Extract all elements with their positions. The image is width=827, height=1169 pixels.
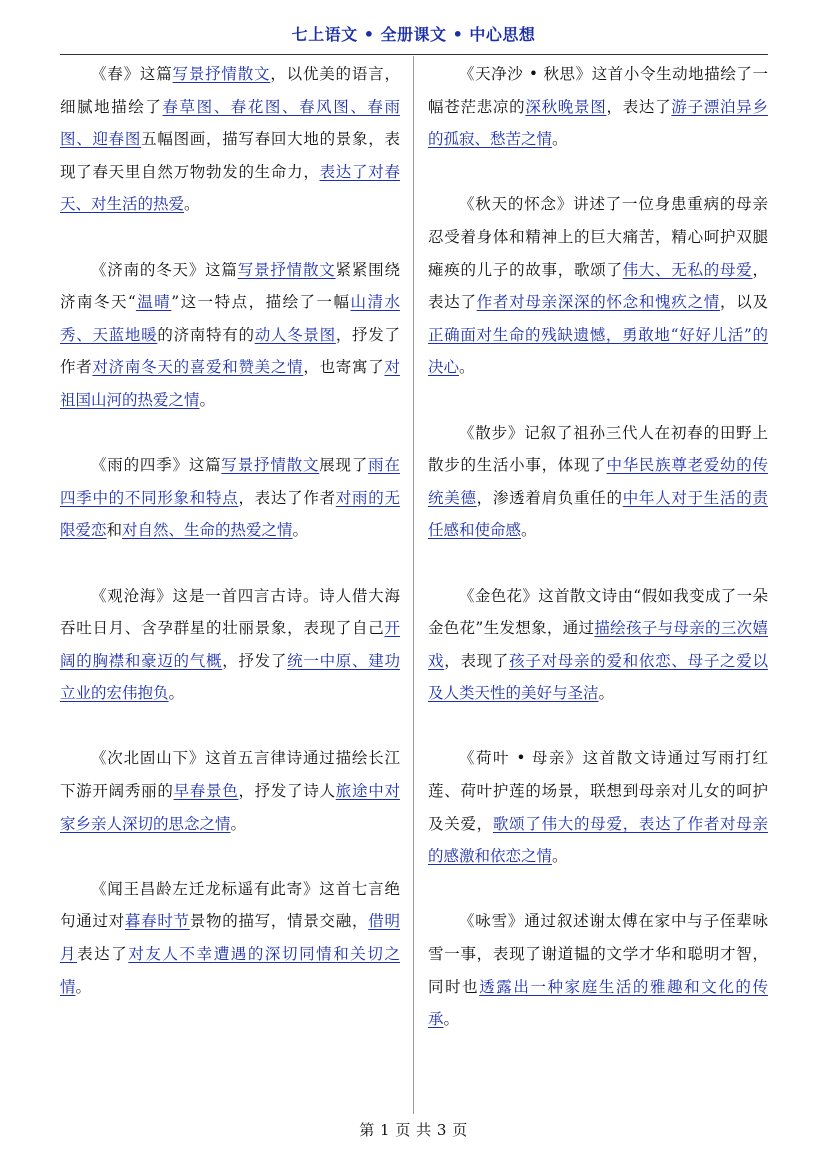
summary-paragraph (60, 449, 400, 547)
paragraph-text: ，表达了 (428, 260, 768, 312)
summary-paragraph (60, 58, 400, 221)
paragraph-text: 。 (230, 814, 247, 833)
paragraph-text: 紧紧围绕济南冬天“ (60, 260, 400, 312)
key-phrase-underlined: 借明月 (60, 912, 400, 964)
summary-paragraph (60, 742, 400, 840)
paragraph-text: 《咏雪》通过叙述谢太傅在家中与子侄辈咏雪一事，表现了谢道韫的文学才华和聪明才智，同时也 (428, 912, 768, 996)
summary-paragraph (60, 873, 400, 1003)
key-phrase-underlined: 表达了对春天、对生活的热爱 (60, 162, 400, 214)
key-phrase-underlined: 山清水秀、天蓝地暖 (60, 293, 400, 344)
key-phrase-underlined: 正确面对生命的残缺遗憾，勇敢地“好好儿活”的决心 (428, 325, 768, 377)
key-phrase-underlined: 歌颂了伟大的母爱，表达了作者对母亲的感激和依恋之情 (428, 814, 768, 866)
key-phrase-underlined: 早春景色 (173, 782, 239, 801)
paragraph-text: 《春》这篇 (91, 65, 173, 83)
paragraph-text: ，以及 (720, 293, 768, 312)
paragraph-text: 。 (199, 390, 216, 409)
key-phrase-underlined: 动人冬景图 (254, 325, 336, 344)
summary-paragraph (60, 254, 400, 417)
paragraph-text: 展现了 (319, 456, 369, 475)
paragraph-text: 景物的描写，情景交融， (189, 912, 369, 931)
paragraph-text: ，渗透着肩负重任的 (476, 488, 623, 507)
paragraph-text: ，表达了 (606, 97, 672, 116)
paragraph-text: ，抒发了 (222, 651, 288, 670)
page-number: 第 1 页 共 3 页 (359, 1121, 468, 1139)
paragraph-text: 《闻王昌龄左迁龙标遥有此寄》这首七言绝句通过对 (60, 879, 400, 931)
paragraph-text: 。 (598, 684, 615, 703)
paragraph-text: 。 (521, 521, 537, 540)
key-phrase-underlined: 写景抒情散文 (221, 456, 320, 475)
paragraph-text: ，表现了 (444, 651, 510, 670)
paragraph-text: 《济南的冬天》这篇 (91, 260, 238, 279)
paragraph-text: 《金色花》这首散文诗由“假如我变成了一朵金色花”生发想象，通过 (428, 586, 768, 638)
key-phrase-underlined: 开阔的胸襟和豪迈的气概 (60, 619, 400, 670)
summary-paragraph (428, 580, 768, 710)
summary-paragraph (428, 905, 768, 1035)
paragraph-text: ，也寄寓了 (303, 358, 385, 377)
paragraph-text: 《天净沙 • 秋思》这首小令生动地描绘了一幅苍茫悲凉的 (428, 65, 768, 116)
key-phrase-underlined: 透露出一种家庭生活的雅趣和文化的传承 (428, 977, 768, 1029)
paragraph-text: 《次北固山下》这首五言律诗通过描绘长江下游开阔秀丽的 (60, 749, 400, 801)
summary-paragraph (428, 742, 768, 872)
paragraph-text: ，以优美的语言，细腻地描绘了 (60, 65, 400, 116)
paragraph-text: ，表达了作者 (238, 488, 336, 507)
key-phrase-underlined: 对自然、生命的热爱之情 (122, 521, 293, 540)
key-phrase-underlined: 作者对母亲深深的怀念和愧疚之情 (476, 293, 721, 312)
key-phrase-underlined: 对友人不幸遭遇的深切同情和关切之情 (60, 945, 400, 996)
left-column (60, 58, 400, 1003)
key-phrase-underlined: 暮春时节 (124, 912, 190, 931)
key-phrase-underlined: 雨在四季中的不同形象和特点 (60, 456, 400, 507)
paragraph-text: 的济南特有的 (157, 325, 255, 344)
key-phrase-underlined: 伟大、无私的母爱 (622, 260, 753, 279)
paragraph-text: 。 (459, 358, 475, 377)
paragraph-text: 《雨的四季》这篇 (91, 456, 222, 475)
paragraph-text: 表达了 (77, 945, 129, 964)
page-title: 七上语文 • 全册课文 • 中心思想 (291, 25, 536, 44)
key-phrase-underlined: 对济南冬天的喜爱和赞美之情 (92, 358, 304, 377)
key-phrase-underlined: 写景抒情散文 (172, 65, 271, 83)
paragraph-text: ，抒发了诗人 (238, 782, 336, 801)
key-phrase-underlined: 对雨的无限爱恋 (60, 488, 400, 540)
key-phrase-underlined: 深秋晚景图 (525, 97, 607, 116)
paragraph-text: 。 (75, 977, 92, 996)
summary-paragraph (60, 580, 400, 710)
paragraph-text: 。 (292, 521, 309, 540)
key-phrase-underlined: 春草图、春花图、春风图、春雨图、迎春图 (60, 97, 400, 149)
paragraph-text: 《观沧海》这是一首四言古诗。诗人借大海吞吐日月、含孕群星的壮丽景象，表现了自己 (60, 586, 400, 638)
summary-paragraph (428, 58, 768, 156)
key-phrase-underlined: 统一中原、建功立业的宏伟抱负 (60, 651, 400, 703)
column-divider (413, 56, 414, 1114)
key-phrase-underlined: 描绘孩子与母亲的三次嬉戏 (428, 619, 768, 670)
header-divider (60, 54, 768, 55)
paragraph-text: 。 (552, 130, 568, 149)
paragraph-text: 。 (184, 195, 200, 214)
paragraph-text: 。 (443, 1010, 460, 1029)
key-phrase-underlined: 中华民族尊老爱幼的传统美德 (428, 456, 768, 507)
paragraph-text: ，抒发了作者 (60, 325, 400, 377)
key-phrase-underlined: 孩子对母亲的爱和依恋、母子之爱以及人类天性的美好与圣洁 (428, 651, 768, 703)
key-phrase-underlined: 写景抒情散文 (237, 260, 336, 279)
paragraph-text: 五幅图画，描写春回大地的景象，表现了春天里自然万物勃发的生命力， (60, 130, 400, 181)
key-phrase-underlined: 对祖国山河的热爱之情 (60, 358, 400, 409)
right-column (428, 58, 768, 1036)
paragraph-text: 《散步》记叙了祖孙三代人在初春的田野上散步的生活小事，体现了 (428, 423, 768, 475)
paragraph-text: 。 (168, 684, 185, 703)
key-phrase-underlined: 中年人对于生活的责任感和使命感 (428, 488, 768, 540)
paragraph-text: 。 (552, 847, 568, 866)
summary-paragraph (428, 188, 768, 384)
paragraph-text: ”这一特点，描绘了一幅 (171, 293, 351, 312)
key-phrase-underlined: 温晴 (135, 293, 172, 312)
key-phrase-underlined: 游子漂泊异乡的孤寂、愁苦之情 (428, 97, 768, 149)
paragraph-text: 《荷叶 • 母亲》这首散文诗通过写雨打红莲、荷叶护莲的场景，联想到母亲对儿女的呵护及关爱， (428, 749, 768, 833)
paragraph-text: 和 (106, 521, 123, 540)
paragraph-text: 《秋天的怀念》讲述了一位身患重病的母亲忍受着身体和精神上的巨大痛苦，精心呵护双腿瘫痪的儿子的故事，歌颂了 (428, 195, 768, 279)
key-phrase-underlined: 旅途中对家乡亲人深切的思念之情 (60, 782, 400, 833)
summary-paragraph (428, 417, 768, 547)
